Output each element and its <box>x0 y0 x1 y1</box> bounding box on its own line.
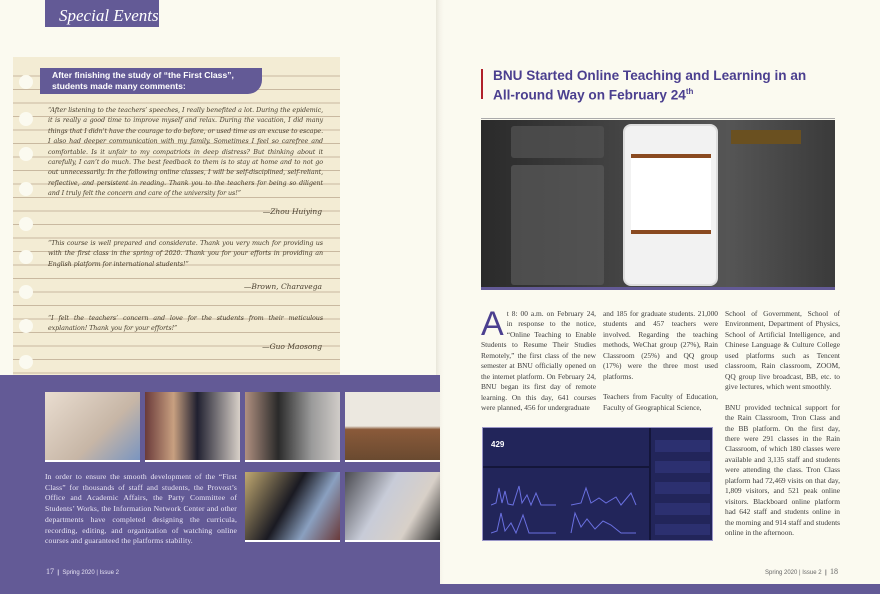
photo-student-notebook <box>345 472 440 542</box>
binder-hole <box>19 355 33 369</box>
comment-author: —Zhou Huiying <box>262 207 322 216</box>
binder-hole <box>19 182 33 196</box>
chart-line <box>491 513 556 533</box>
issue-label: Spring 2020 | Issue 2 <box>62 570 119 576</box>
binder-hole <box>19 217 33 231</box>
binder-hole <box>19 112 33 126</box>
column-paragraph: BNU provided technical support for the Rain Classroom, Tron Class and the BB platform. On the first day, there were 291 classes in the Rain Classroom, of which 180 classes were available and 3,135 staff and students were attending the class. Tron Class platform had 72,469 visits on that day, 1,809 visitors, and 521 peak online visitors. Blackboard online platform had 642 staff and students online in the morning and 914 staff and students online in the afternoon. <box>725 402 840 538</box>
page-number: 17 <box>46 567 54 576</box>
drop-cap: A <box>481 305 504 343</box>
comment-author: —Guo Maosong <box>262 342 322 351</box>
title-accent-bar <box>481 69 483 99</box>
chart-line <box>571 513 636 533</box>
article-title <box>493 68 823 104</box>
notice-banner <box>731 130 801 144</box>
binder-hole <box>19 319 33 333</box>
column-paragraph: Teachers from Faculty of Education, Faculty of Geographical Science, <box>603 392 718 412</box>
document-preview <box>631 154 711 234</box>
chart-line <box>491 486 556 505</box>
comment-author: —Brown, Charavega <box>243 282 322 291</box>
column-paragraph: School of Government, School of Environment, Department of Physics, School of Artificial Intelligence, and Chinese Language & Culture College used platforms such as Tencent classroom, Rain classroom, ZOOM, QQ group live broadcast, BB, etc. to give lectures, which went smoothly. <box>725 309 840 392</box>
chart-line <box>571 488 636 505</box>
left-footer: 17 | Spring 2020 | Issue 2 <box>46 567 119 576</box>
bottom-bar <box>440 584 880 594</box>
page-number: 18 <box>829 567 838 576</box>
teacher-card <box>511 126 604 158</box>
comments-banner: After finishing the study of “the First Class”, students made many comments: <box>40 68 262 94</box>
left-body-text: In order to ensure the smooth development of the “First Class” for thousands of staff and students, the Provost’s Office and Academic Affairs, the Party Committee of Students’ Works, the Information Network Center and other departments have completed designing the curricula, recording, editing, and organization of watching online courses and guaranteed the platforms stability. <box>45 472 237 546</box>
binder-hole <box>19 250 33 264</box>
article-column-3 <box>725 309 840 539</box>
dashboard-screenshot <box>482 427 713 541</box>
comment-quote: “I felt the teachers’ concern and love for the students from their meticulous explanation! Thank you for your efforts!” <box>48 314 323 333</box>
article-column-1 <box>481 305 596 414</box>
title-superscript: th <box>685 87 694 96</box>
binder-hole <box>19 75 33 89</box>
column-paragraph: and 185 for graduate students. 21,000 students and 457 teachers were involved. Regarding the teaching methods, WeChat group (27%), Rain Classroom (25%) and QQ group (17%) were the three most used platforms. <box>603 309 718 381</box>
issue-label: Spring 2020 | Issue 2 <box>765 570 822 576</box>
photo-student-computer <box>245 472 340 542</box>
article-column-2 <box>603 309 718 413</box>
title-rule <box>481 118 835 119</box>
online-class-screenshot <box>481 120 835 290</box>
column-text: t 8: 00 a.m. on February 24, in response to the notice, “Online Teaching to Enable Students to Resume Their Studies Remotely,” the first class of the new semester at BNU officially opened on the internet platform. On February 24, BNU began its first day of remote learning. On this day, 641 courses were planned, 456 for undergraduate <box>481 309 596 413</box>
comment-quote: “This course is well prepared and considerate. Thank you very much for providing us with the first class in the spring of 2020. Thank you for your efforts in providing an English platform for international students!” <box>48 239 323 268</box>
dashboard-list <box>655 440 710 535</box>
binder-hole <box>19 147 33 161</box>
dashboard-value: 429 <box>491 440 505 449</box>
phone-mockup <box>623 124 718 286</box>
dashboard-divider <box>649 428 651 541</box>
photo-student-desk <box>145 392 240 462</box>
participants-panel <box>511 165 604 285</box>
section-tab: Special Events <box>45 0 159 27</box>
dashboard-divider <box>483 466 649 468</box>
article-title-text: BNU Started Online Teaching and Learning in an All-round Way on February 24 <box>493 68 807 103</box>
dashboard-charts <box>491 483 641 538</box>
photo-student-study <box>345 392 440 462</box>
photo-student-laptop <box>45 392 140 462</box>
comment-quote: “After listening to the teachers’ speeches, I really benefited a lot. During the epidemic, it is really a good time to improve myself and relax. During the vacation, I did many things that I didn’t have the courage to do before, or used time as an excuse to escape. I also had deeper communication with my family. Sometimes I feel so carefree and comfortable. Is it unfair to my compatriots in deep distress? But thinking about it carefully, I can’t do much. The best feedback to them is to stay at home and to not go out unnecessarily. In the following online classes, I will be self-disciplined, self-reliant, reflective, and persistent in reading. Thank you to the teachers for being so diligent and I truly felt the concern and care of the university for us!” <box>48 106 323 198</box>
photo-teacher-laptop <box>245 392 340 462</box>
right-footer: Spring 2020 | Issue 2 | 18 <box>765 567 838 576</box>
